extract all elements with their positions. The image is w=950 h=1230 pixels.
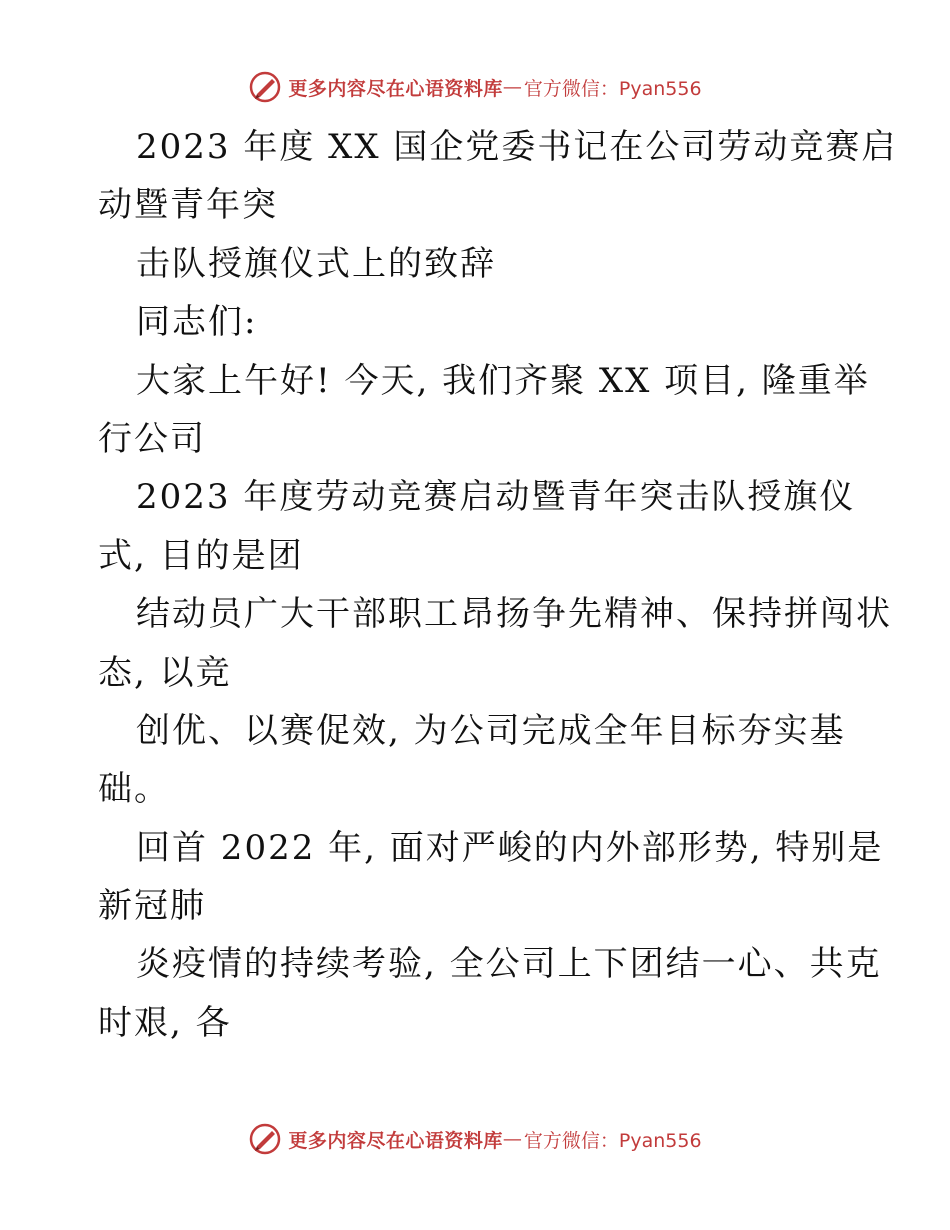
watermark-dash: —	[502, 1128, 522, 1150]
text-line: 2023 年度劳动竞赛启动暨青年突击队授旗仪	[136, 477, 856, 518]
text-line: 态, 以竞	[98, 652, 232, 693]
text-line: 2023 年度 XX 国企党委书记在公司劳动竞赛启	[136, 127, 898, 167]
text-line: 结动员广大干部职工昂扬争先精神、保持拼闯状	[136, 594, 892, 635]
text-line: 式, 目的是团	[98, 535, 304, 576]
text-line: 时艰, 各	[98, 1002, 232, 1043]
footer-watermark	[0, 1122, 950, 1156]
text-line: 础。	[98, 769, 170, 810]
text-line: 同志们:	[136, 302, 258, 343]
watermark-wechat: 官方微信：Pyan556	[523, 77, 702, 100]
pen-logo-icon	[248, 70, 282, 104]
text-line: 炎疫情的持续考验, 全公司上下团结一心、共克	[136, 944, 882, 985]
text-line: 新冠肺	[98, 886, 206, 927]
watermark-text: 更多内容尽在心语资料库	[288, 77, 503, 100]
text-line: 创优、以赛促效, 为公司完成全年目标夯实基	[136, 710, 846, 751]
watermark-wechat: 官方微信：Pyan556	[523, 1129, 702, 1152]
text-line: 大家上午好! 今天, 我们齐聚 XX 项目, 隆重举	[136, 360, 870, 401]
pen-logo-icon	[248, 1122, 282, 1156]
text-line: 击队授旗仪式上的致辞	[136, 243, 496, 284]
header-watermark	[0, 70, 950, 104]
text-line: 动暨青年突	[98, 185, 278, 226]
text-line: 行公司	[98, 418, 206, 459]
watermark-dash: —	[502, 76, 522, 98]
text-line: 回首 2022 年, 面对严峻的内外部形势, 特别是	[136, 827, 884, 868]
document-body	[98, 118, 898, 1052]
watermark-text: 更多内容尽在心语资料库	[288, 1129, 503, 1152]
